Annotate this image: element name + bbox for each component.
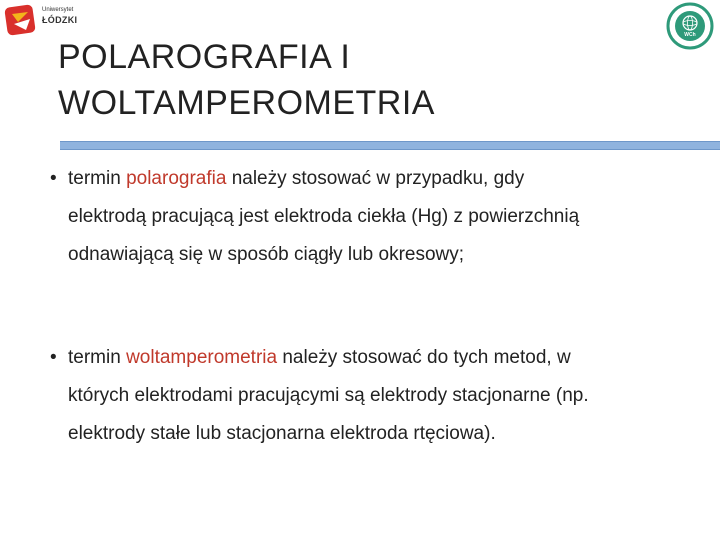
bullet-line: odnawiającą się w sposób ciągły lub okresowy; (68, 244, 465, 265)
bullet-marker: • (50, 347, 57, 368)
university-emblem-icon (4, 4, 38, 36)
bullet-line1-rest: należy stosować do tych metod, w (277, 347, 571, 368)
bullet-line (50, 160, 715, 198)
university-logo (4, 4, 80, 38)
slide-title-line2: WOLTAMPEROMETRIA (58, 84, 435, 122)
title-divider (60, 141, 720, 150)
department-logo (666, 2, 714, 50)
bullet-marker: • (50, 168, 57, 189)
highlighted-term: woltamperometria (126, 347, 278, 368)
department-logo-center-text: WCh (684, 32, 696, 38)
university-logo-line2: ŁÓDZKI (42, 15, 78, 25)
bullet-line: elektrody stałe lub stacjonarna elektroda rtęciowa). (68, 423, 496, 444)
chemistry-faculty-emblem-icon (666, 2, 714, 50)
bullet-polarografia (50, 160, 715, 274)
bullet-line: których elektrodami pracującymi są elektrody stacjonarne (np. (68, 385, 589, 406)
bullet-woltamperometria (50, 339, 715, 453)
bullet-line1-rest: należy stosować w przypadku, gdy (226, 168, 525, 189)
bullet-line: elektrodą pracującą jest elektroda ciekła (Hg) z powierzchnią (68, 206, 580, 227)
slide-title (58, 34, 658, 126)
university-logo-line1: Uniwersytet (42, 7, 74, 13)
slide-title-line1: POLAROGRAFIA I (58, 38, 351, 76)
bullet-line (50, 339, 715, 377)
bullet-lead: termin (68, 168, 127, 189)
highlighted-term: polarografia (126, 168, 227, 189)
bullet-lead: termin (68, 347, 127, 368)
